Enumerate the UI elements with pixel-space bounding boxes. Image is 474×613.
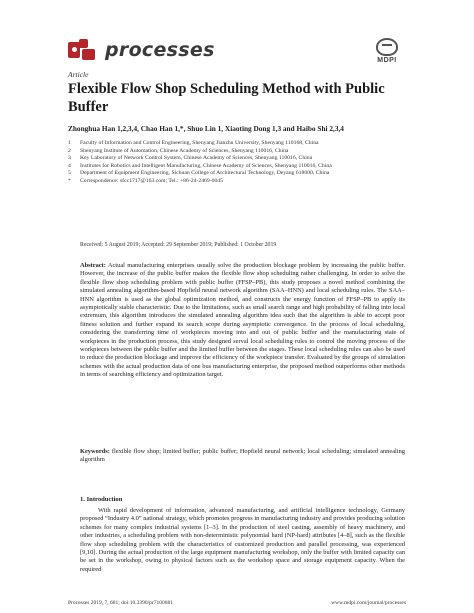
- affiliation-item: 1 Faculty of Information and Control Engineering, Shenyang Jianzhu University, Shenyang 110168, China: [68, 140, 319, 146]
- keywords-label: Keywords:: [80, 448, 110, 455]
- processes-logo-icon: [68, 39, 100, 61]
- affiliation-item: 4 Institutes for Robotics and Intelligent Manufacturing, Chinese Academy of Sciences, Shenyang 110016, China: [68, 162, 332, 169]
- mdpi-label: MDPI: [377, 57, 397, 64]
- mdpi-logo-icon: [376, 38, 398, 56]
- paper-title: Flexible Flow Shop Scheduling Method with Public Buffer: [68, 81, 385, 115]
- section-heading: 1. Introduction: [80, 496, 123, 503]
- page-footer: [68, 600, 406, 606]
- publication-dates: Received: 5 August 2019; Accepted: 29 September 2019; Published: 1 October 2019: [80, 242, 277, 248]
- keywords: [80, 448, 405, 465]
- footer-url[interactable]: www.mdpi.com/journal/processes: [331, 600, 406, 606]
- abstract-text: Actual manufacturing enterprises usually solve the production blockage problem by increasing the public buffer. However, the increase of the public buffer makes the flexible flow shop scheduling rather challenging. In order to solve the flexible flow shop scheduling problem with public buffer (FFSP–PB), this study proposes a novel method combining the simulated annealing algorithm-based Hopfield neural network algorithm (SAA–HNN) and local scheduling rules. The SAA–HNN algorithm is used as the global optimization method, and constructs the energy function of FFSP–PB to apply its asymptotically stable characteristic. Due to the limitations, such as small search range and high probability of falling into local extremum, this algorithm introduces the simulated annealing algorithm idea such that the algorithm is able to accept poor fitness solution and further expand its search scope during asymptotic convergence. In the process of local scheduling, considering the transferring time of workpieces moving into and out of public buffer and the manufacturing state of workpieces in the production process, this study designed serval local scheduling rules to control the moving process of the workpieces between the public buffer and the limited buffer between the stages. These local scheduling rules can also be used to reduce the production blockage and improve the efficiency of the workpiece transfer. Evaluated by the groups of simulation schemes with the actual production data of one bus manufacturing enterprise, the proposed method outperforms other methods in terms of searching efficiency and optimization target.: [80, 262, 405, 379]
- affiliation-item: 2 Shenyang Institute of Automation, Chinese Academy of Sciences, Shenyang 110016, China: [68, 147, 289, 154]
- correspondence: * Correspondence: sfcc1717@163.com; Tel.: +86-24-2469-0045: [68, 177, 223, 184]
- introduction-paragraph: With rapid development of information, advanced manufacturing, and artificial intelligence technology, Germany proposed “Industry 4.0” national strategy, which promotes progress in manufacturing industry and provides producing solution schemes for many complex industrial systems [1–3]. In the production of steel casting, assembly of heavy machinery, and other industries, a scheduling problem with non-deterministic polynomial hard (NP-hard) attributes [4–8], such as the flexible flow shop scheduling problem with the characteristics of customized production and parallel processing, was experienced [9,10]. During the actual production of the large equipment manufacturing workshop, only the buffer with limited capacity can be set in the workshop, owing to physical factors such as the workshop space and storage equipment capacity. When the required: [80, 507, 405, 573]
- affiliation-list: [68, 140, 398, 186]
- article-type: Article: [68, 70, 89, 79]
- footer-citation: Processes 2019, 7, 681; doi:10.3390/pr7100681: [68, 600, 173, 606]
- author-list: Zhonghua Han 1,2,3,4, Chao Han 1,*, Shuo Lin 1, Xiaoting Dong 1,3 and Haibo Shi 2,3,4: [68, 124, 344, 133]
- affiliation-item: 5 Department of Equipment Engineering, Sichuan College of Architectural Technology, Deyang 618000, China: [68, 170, 330, 177]
- abstract: [80, 262, 405, 380]
- journal-name: processes: [105, 39, 215, 61]
- keywords-text: flexible flow shop; limited buffer; public buffer; Hopfield neural network; local scheduling; simulated annealing algorithm: [80, 448, 405, 464]
- journal-brand: [68, 39, 215, 61]
- mdpi-logo: [368, 38, 406, 64]
- abstract-label: Abstract:: [80, 262, 106, 269]
- affiliation-item: 3 Key Laboratory of Network Control System, Chinese Academy of Sciences, Shenyang 110016, China: [68, 155, 313, 162]
